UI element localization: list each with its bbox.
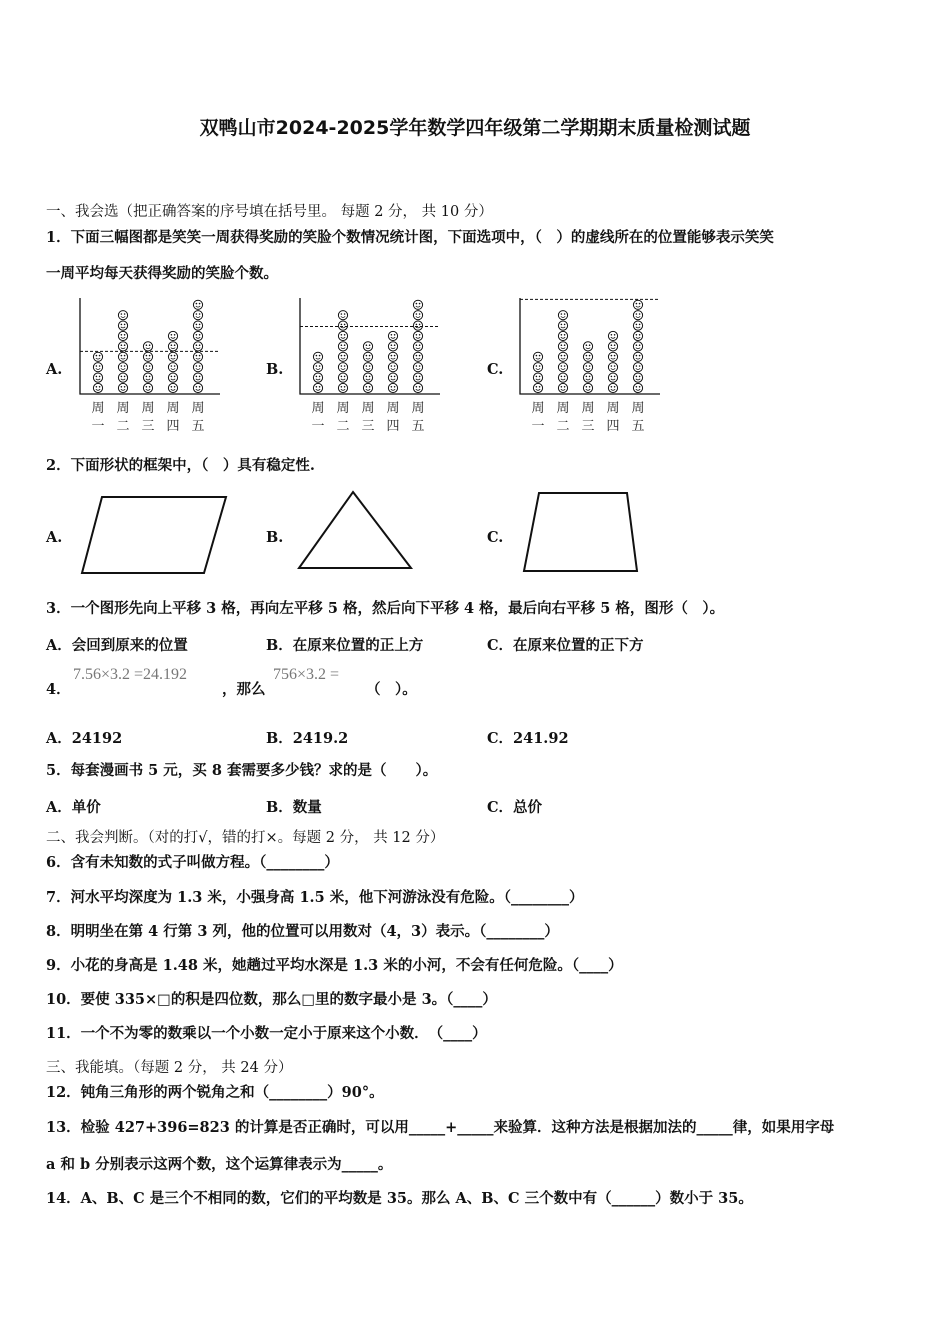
smiley-icon [413,383,422,392]
day-label-bottom: 四 [166,419,180,434]
q13-line1: 13．检验 427+396=823 的计算是否正确时，可以用_____+_____来验算．这种方法是根据加法的_____律，如果用字母 [46,1119,835,1136]
smiley-icon [338,383,347,392]
smiley-icon [338,342,347,351]
smiley-icon [168,383,177,392]
smiley-icon [633,373,642,382]
smiley-icon [193,321,202,330]
smiley-icon [193,300,202,309]
smiley-icon [583,342,592,351]
q5-option-c[interactable]: C．总价 [487,799,543,816]
day-label-top: 周 [361,401,375,416]
day-label-bottom: 五 [191,419,205,434]
day-label-top: 周 [191,401,205,416]
q13-line2: a 和 b 分别表示这两个数，这个运算律表示为_____。 [46,1156,393,1173]
smiley-icon [413,331,422,340]
q1-chart-c[interactable] [518,296,668,436]
q3-option-a[interactable]: A．会回到原来的位置 [46,637,188,654]
smiley-icon [363,373,372,382]
smiley-icon [143,352,152,361]
parallelogram-figure[interactable] [80,494,230,578]
day-label-top: 周 [336,401,350,416]
smiley-icon [93,352,102,361]
q10-text: 10．要使 335×□的积是四位数，那么□里的数字最小是 3。（____） [46,991,497,1008]
smiley-icon [143,383,152,392]
smiley-icon [193,311,202,320]
smiley-icon [363,342,372,351]
smiley-icon [558,331,567,340]
smiley-icon [608,373,617,382]
day-label-bottom: 三 [141,419,155,434]
q3-text: 3．一个图形先向上平移 3 格，再向左平移 5 格，然后向下平移 4 格，最后向右平移 5 格，图形（ ）。 [46,600,725,617]
smiley-icon [118,321,127,330]
smiley-icon [583,383,592,392]
smiley-icon [558,311,567,320]
smiley-icon [193,352,202,361]
smiley-icon [413,352,422,361]
smiley-icon [608,342,617,351]
smiley-icon [413,373,422,382]
q4-option-a[interactable]: A．24192 [46,730,123,747]
q1-option-a-label: A. [46,361,63,378]
q1-chart-b[interactable] [298,296,448,436]
day-label-top: 周 [311,401,325,416]
smiley-icon [608,363,617,372]
smiley-icon [143,363,152,372]
smiley-icon [558,383,567,392]
smiley-icon [193,373,202,382]
smiley-icon [533,383,542,392]
smiley-icon [193,383,202,392]
q1-option-c-label: C. [487,361,504,378]
day-label-bottom: 一 [531,419,545,434]
smiley-icon [413,342,422,351]
q2-option-b-label: B. [266,529,284,546]
q5-option-a[interactable]: A．单价 [46,799,101,816]
smiley-icon [558,363,567,372]
smiley-icon [168,342,177,351]
q12-text: 12．钝角三角形的两个锐角之和（________）90°。 [46,1084,384,1101]
day-label-bottom: 二 [336,419,350,434]
day-label-bottom: 三 [361,419,375,434]
smiley-icon [143,342,152,351]
q5-text: 5．每套漫画书 5 元，买 8 套需要多少钱？求的是（ ）。 [46,762,438,779]
day-label-bottom: 二 [556,419,570,434]
smiley-icon [168,352,177,361]
day-label-top: 周 [166,401,180,416]
smiley-icon [363,363,372,372]
section-3-heading: 三、我能填。（每题 2 分， 共 24 分） [46,1060,293,1076]
smiley-icon [118,373,127,382]
smiley-icon [413,321,422,330]
q1-line2: 一周平均每天获得奖励的笑脸个数。 [46,265,278,282]
q2-option-a-label: A. [46,529,63,546]
smiley-icon [93,373,102,382]
smiley-icon [608,331,617,340]
smiley-icon [338,363,347,372]
smiley-icon [633,342,642,351]
day-label-top: 周 [531,401,545,416]
smiley-icon [313,363,322,372]
day-label-bottom: 二 [116,419,130,434]
q9-text: 9．小花的身高是 1.48 米，她趟过平均水深是 1.3 米的小河，不会有任何危险。（____） [46,957,623,974]
q1-option-b-label: B. [266,361,284,378]
smiley-icon [608,352,617,361]
smiley-icon [313,383,322,392]
smiley-icon [633,311,642,320]
smiley-icon [558,342,567,351]
smiley-icon [338,352,347,361]
smiley-icon [583,363,592,372]
smiley-icon [363,352,372,361]
q14-text: 14．A、B、C 是三个不相同的数，它们的平均数是 35。那么 A、B、C 三个数中有（______）数小于 35。 [46,1190,753,1207]
page-title: 双鸭山市2024-2025学年数学四年级第二学期期末质量检测试题 [199,117,751,139]
smiley-icon [93,363,102,372]
smiley-icon [193,363,202,372]
day-label-bottom: 四 [386,419,400,434]
smiley-icon [338,331,347,340]
day-label-top: 周 [411,401,425,416]
smiley-icon [338,373,347,382]
q8-text: 8．明明坐在第 4 行第 3 列，他的位置可以用数对（4，3）表示。（________） [46,923,559,940]
trapezoid-figure[interactable] [522,490,642,576]
smiley-icon [388,342,397,351]
smiley-icon [633,300,642,309]
smiley-icon [168,363,177,372]
q6-text: 6．含有未知数的式子叫做方程。（________） [46,854,339,871]
smiley-icon [388,352,397,361]
smiley-icon [413,300,422,309]
q3-option-c[interactable]: C．在原来位置的正下方 [487,637,644,654]
smiley-icon [583,373,592,382]
smiley-icon [118,342,127,351]
smiley-icon [338,311,347,320]
day-label-bottom: 一 [91,419,105,434]
smiley-icon [583,352,592,361]
day-label-top: 周 [116,401,130,416]
day-label-bottom: 三 [581,419,595,434]
smiley-icon [558,321,567,330]
smiley-icon [633,363,642,372]
q1-line1: 1．下面三幅图都是笑笑一周获得奖励的笑脸个数情况统计图，下面选项中，（ ）的虚线所在的位置能够表示笑笑 [46,229,774,246]
q4-option-b[interactable]: B．2419.2 [266,730,349,747]
day-label-top: 周 [556,401,570,416]
smiley-icon [118,383,127,392]
smiley-icon [633,321,642,330]
smiley-icon [413,311,422,320]
triangle-figure[interactable] [296,489,416,573]
smiley-icon [388,373,397,382]
smiley-icon [118,331,127,340]
smiley-icon [413,363,422,372]
q4-connector: ，那么 [222,681,266,698]
smiley-icon [388,331,397,340]
smiley-icon [313,373,322,382]
day-label-top: 周 [91,401,105,416]
q2-option-c-label: C. [487,529,504,546]
q5-option-b[interactable]: B．数量 [266,799,322,816]
smiley-icon [558,373,567,382]
smiley-icon [363,383,372,392]
day-label-top: 周 [581,401,595,416]
day-label-bottom: 四 [606,419,620,434]
smiley-icon [388,383,397,392]
q4-answer-blank: （ ）。 [366,681,417,698]
day-label-top: 周 [606,401,620,416]
q11-text: 11．一个不为零的数乘以一个小数一定小于原来这个小数． （____） [46,1025,487,1042]
day-label-bottom: 五 [631,419,645,434]
smiley-icon [118,363,127,372]
smiley-icon [608,383,617,392]
smiley-icon [533,373,542,382]
q4-equation-question: 756×3.2 = [273,666,340,683]
smiley-icon [118,352,127,361]
smiley-icon [193,331,202,340]
q1-chart-a[interactable] [78,296,228,436]
smiley-icon [168,331,177,340]
q3-option-b[interactable]: B．在原来位置的正上方 [266,637,424,654]
q7-text: 7．河水平均深度为 1.3 米，小强身高 1.5 米，他下河游泳没有危险。（________） [46,889,584,906]
smiley-icon [633,352,642,361]
day-label-top: 周 [141,401,155,416]
section-1-heading: 一、我会选（把正确答案的序号填在括号里。 每题 2 分， 共 10 分） [46,204,493,220]
smiley-icon [313,352,322,361]
q4-option-c[interactable]: C．241.92 [487,730,569,747]
day-label-bottom: 一 [311,419,325,434]
day-label-top: 周 [386,401,400,416]
smiley-icon [533,363,542,372]
day-label-bottom: 五 [411,419,425,434]
smiley-icon [118,311,127,320]
smiley-icon [633,331,642,340]
day-label-top: 周 [631,401,645,416]
smiley-icon [633,383,642,392]
q4-equation-given: 7.56×3.2 =24.192 [73,666,188,683]
section-2-heading: 二、我会判断。（对的打√，错的打×。每题 2 分， 共 12 分） [46,830,445,846]
smiley-icon [193,342,202,351]
smiley-icon [168,373,177,382]
smiley-icon [143,373,152,382]
q2-text: 2．下面形状的框架中，（ ）具有稳定性. [46,457,315,474]
smiley-icon [558,352,567,361]
smiley-icon [533,352,542,361]
smiley-icon [388,363,397,372]
smiley-icon [93,383,102,392]
smiley-icon [338,321,347,330]
q4-number: 4． [46,681,71,698]
